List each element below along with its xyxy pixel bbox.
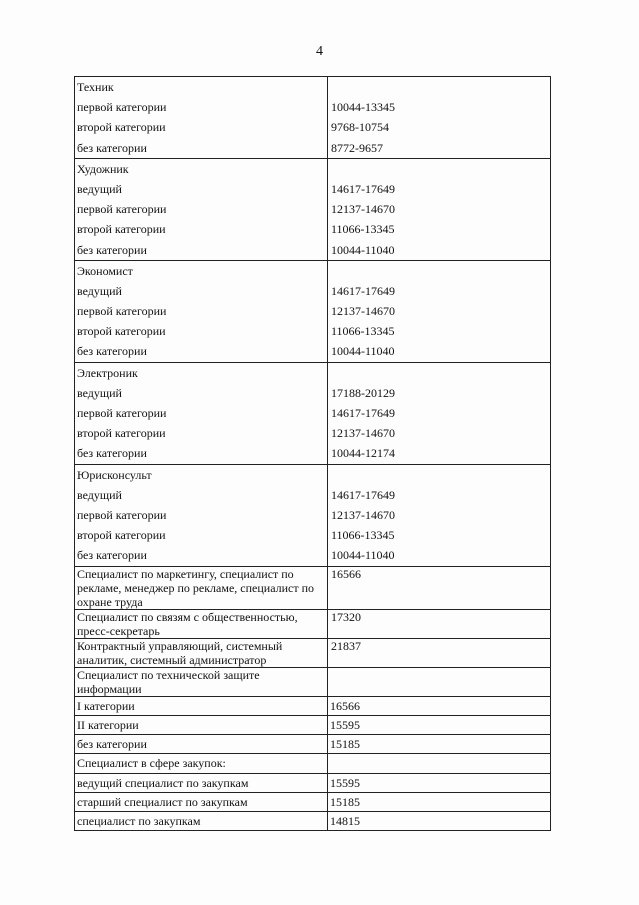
salary-value: 10044-11040 <box>328 545 551 566</box>
category-row <box>75 423 551 443</box>
group-title-row <box>75 77 551 98</box>
specialist-row <box>75 609 551 638</box>
position-label: I категории <box>75 696 328 715</box>
position-label: первой категории <box>75 505 328 525</box>
category-row <box>75 97 551 117</box>
salary-table <box>74 76 551 831</box>
category-row <box>75 219 551 239</box>
salary-value <box>328 362 551 383</box>
salary-table-body <box>75 77 551 831</box>
group-title-row <box>75 158 551 179</box>
category-row <box>75 485 551 505</box>
position-label: первой категории <box>75 199 328 219</box>
category-row <box>75 301 551 321</box>
salary-value: 10044-13345 <box>328 97 551 117</box>
position-label: второй категории <box>75 525 328 545</box>
category-row <box>75 138 551 159</box>
position-label: без категории <box>75 443 328 464</box>
salary-value: 16566 <box>328 696 551 715</box>
category-row <box>75 117 551 137</box>
tech-protection-row <box>75 696 551 715</box>
category-row <box>75 545 551 566</box>
salary-value: 15595 <box>328 715 551 734</box>
position-label: старший специалист по закупкам <box>75 792 328 811</box>
group-title-row <box>75 464 551 485</box>
salary-value: 9768-10754 <box>328 117 551 137</box>
salary-value: 14815 <box>328 811 551 830</box>
position-label: Экономист <box>75 260 328 281</box>
procurement-row <box>75 773 551 792</box>
category-row <box>75 525 551 545</box>
position-label: II категории <box>75 715 328 734</box>
position-label: без категории <box>75 341 328 362</box>
position-label: специалист по закупкам <box>75 811 328 830</box>
salary-value: 17188-20129 <box>328 383 551 403</box>
position-label: Специалист в сфере закупок: <box>75 753 328 773</box>
tech-protection-row <box>75 734 551 753</box>
position-label: второй категории <box>75 117 328 137</box>
position-label: ведущий специалист по закупкам <box>75 773 328 792</box>
category-row <box>75 281 551 301</box>
position-label: второй категории <box>75 321 328 341</box>
position-label: Специалист по маркетингу, специалист по рекламе, менеджер по рекламе, специалист по охране труда <box>75 566 328 609</box>
position-label: первой категории <box>75 403 328 423</box>
category-row <box>75 179 551 199</box>
salary-value <box>328 753 551 773</box>
category-row <box>75 505 551 525</box>
salary-value: 10044-11040 <box>328 240 551 261</box>
specialist-row <box>75 667 551 696</box>
position-label: первой категории <box>75 301 328 321</box>
position-label: без категории <box>75 734 328 753</box>
salary-value: 10044-12174 <box>328 443 551 464</box>
position-label: Электроник <box>75 362 328 383</box>
salary-value <box>328 464 551 485</box>
position-label: Юрисконсульт <box>75 464 328 485</box>
group-title-row <box>75 362 551 383</box>
salary-value <box>328 158 551 179</box>
position-label: без категории <box>75 138 328 159</box>
position-label: ведущий <box>75 179 328 199</box>
salary-value: 14617-17649 <box>328 403 551 423</box>
procurement-row <box>75 792 551 811</box>
category-row <box>75 383 551 403</box>
position-label: ведущий <box>75 485 328 505</box>
category-row <box>75 199 551 219</box>
salary-value <box>328 77 551 98</box>
salary-value: 10044-11040 <box>328 341 551 362</box>
page-number: 4 <box>316 44 323 59</box>
position-label: Художник <box>75 158 328 179</box>
salary-value: 15595 <box>328 773 551 792</box>
salary-value: 15185 <box>328 792 551 811</box>
salary-value: 14617-17649 <box>328 485 551 505</box>
salary-value: 12137-14670 <box>328 505 551 525</box>
procurement-row <box>75 811 551 830</box>
position-label: Техник <box>75 77 328 98</box>
specialist-row <box>75 566 551 609</box>
salary-value: 16566 <box>328 566 551 609</box>
salary-value: 12137-14670 <box>328 423 551 443</box>
salary-value: 14617-17649 <box>328 179 551 199</box>
salary-value: 15185 <box>328 734 551 753</box>
salary-value: 17320 <box>328 609 551 638</box>
salary-value: 8772-9657 <box>328 138 551 159</box>
salary-value: 12137-14670 <box>328 301 551 321</box>
category-row <box>75 403 551 423</box>
position-label: Специалист по связям с общественностью, пресс-секретарь <box>75 609 328 638</box>
salary-value: 21837 <box>328 638 551 667</box>
category-row <box>75 240 551 261</box>
salary-value: 11066-13345 <box>328 321 551 341</box>
salary-value: 11066-13345 <box>328 525 551 545</box>
position-label: второй категории <box>75 219 328 239</box>
position-label: Контрактный управляющий, системный аналитик, системный администратор <box>75 638 328 667</box>
position-label: ведущий <box>75 383 328 403</box>
position-label: ведущий <box>75 281 328 301</box>
salary-value <box>328 260 551 281</box>
salary-value: 14617-17649 <box>328 281 551 301</box>
group-title-row <box>75 260 551 281</box>
position-label: первой категории <box>75 97 328 117</box>
category-row <box>75 321 551 341</box>
category-row <box>75 341 551 362</box>
specialist-row <box>75 638 551 667</box>
tech-protection-row <box>75 715 551 734</box>
position-label: Специалист по технической защите информации <box>75 667 328 696</box>
salary-value: 12137-14670 <box>328 199 551 219</box>
position-label: без категории <box>75 545 328 566</box>
position-label: без категории <box>75 240 328 261</box>
salary-value <box>328 667 551 696</box>
category-row <box>75 443 551 464</box>
procurement-title-row <box>75 753 551 773</box>
salary-value: 11066-13345 <box>328 219 551 239</box>
position-label: второй категории <box>75 423 328 443</box>
